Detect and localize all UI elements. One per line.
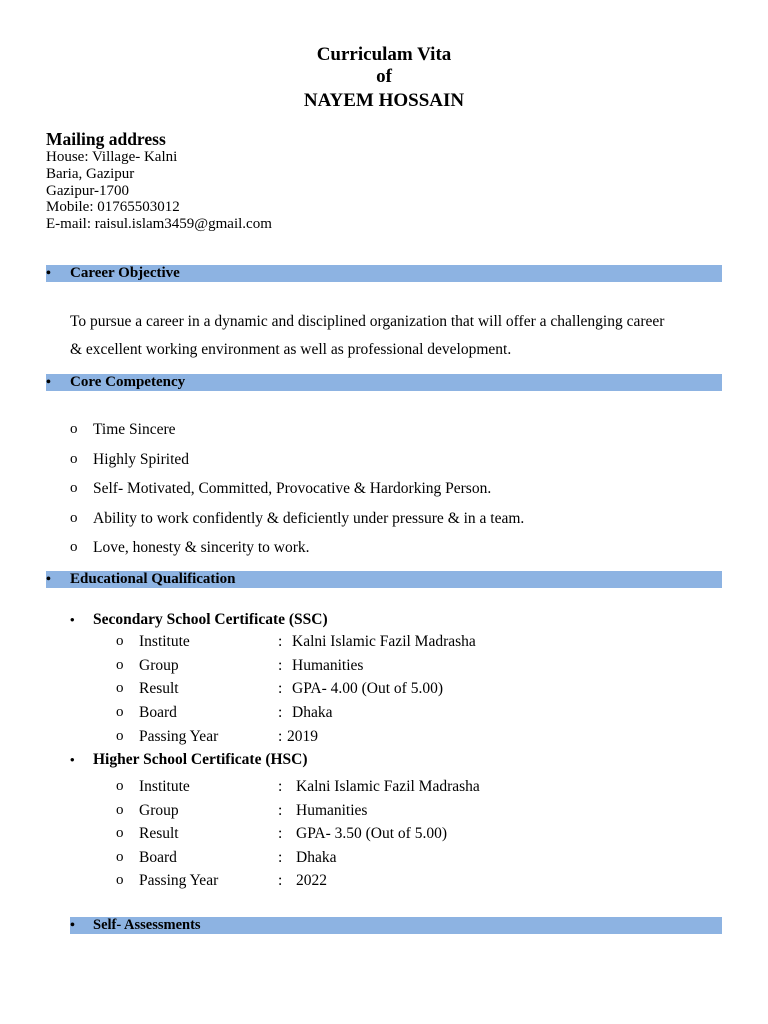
circle-bullet-icon: o <box>116 825 124 841</box>
detail-value: GPA- 3.50 (Out of 5.00) <box>296 825 447 842</box>
detail-value: Humanities <box>296 802 368 819</box>
section-educational-qualification <box>46 571 722 588</box>
ssc-title: Secondary School Certificate (SSC) <box>93 611 328 628</box>
competency-text: Love, honesty & sincerity to work. <box>93 539 310 556</box>
detail-label: Result <box>139 825 179 842</box>
detail-colon: : <box>278 680 283 697</box>
section-title: Self- Assessments <box>93 917 201 933</box>
circle-bullet-icon: o <box>116 633 124 649</box>
circle-bullet-icon: o <box>116 802 124 818</box>
detail-label: Institute <box>139 778 190 795</box>
bullet-icon: • <box>46 572 51 587</box>
circle-bullet-icon: o <box>116 680 124 696</box>
ssc-row-result <box>116 677 676 701</box>
hsc-row-board <box>116 846 676 870</box>
detail-label: Result <box>139 680 179 697</box>
detail-value: Dhaka <box>292 704 333 721</box>
section-career-objective <box>46 265 722 282</box>
circle-bullet-icon: o <box>70 539 78 555</box>
bullet-icon: • <box>46 375 51 390</box>
bullet-icon: • <box>70 918 75 933</box>
hsc-row-result <box>116 822 676 846</box>
competency-text: Ability to work confidently & deficiently under pressure & in a team. <box>93 509 525 527</box>
section-core-competency <box>46 374 722 391</box>
candidate-name: NAYEM HOSSAIN <box>303 90 465 111</box>
detail-label: Group <box>139 802 179 819</box>
section-title: Core Competency <box>70 374 186 390</box>
detail-label: Board <box>139 849 177 866</box>
competency-text: Highly Spirited <box>93 450 190 468</box>
circle-bullet-icon: o <box>70 450 78 467</box>
detail-colon: : <box>278 657 283 674</box>
objective-line: To pursue a career in a dynamic and disciplined organization that will offer a challenging career <box>70 313 665 330</box>
detail-value: Kalni Islamic Fazil Madrasha <box>296 778 480 795</box>
ssc-row-group <box>116 654 676 678</box>
section-title: Educational Qualification <box>70 571 236 587</box>
mailing-address <box>46 129 272 233</box>
detail-colon: : <box>278 633 283 650</box>
mobile-line: Mobile: 01765503012 <box>46 199 180 216</box>
detail-value: Humanities <box>292 657 364 674</box>
detail-colon: : <box>278 704 283 721</box>
detail-value: Dhaka <box>296 849 337 866</box>
circle-bullet-icon: o <box>70 421 78 437</box>
address-line: House: Village- Kalni <box>46 149 178 165</box>
circle-bullet-icon: o <box>116 704 124 720</box>
title-line-2: of <box>376 66 392 87</box>
detail-label: Passing Year <box>139 872 219 889</box>
detail-label: Group <box>139 657 179 674</box>
section-title: Career Objective <box>70 265 180 281</box>
document-title <box>0 44 768 112</box>
title-line-1: Curriculam Vita <box>316 44 452 65</box>
circle-bullet-icon: o <box>116 872 124 888</box>
detail-colon: : <box>278 728 283 745</box>
detail-colon: : <box>278 825 283 842</box>
detail-label: Institute <box>139 633 190 650</box>
detail-value: Kalni Islamic Fazil Madrasha <box>292 633 476 650</box>
hsc-row-group <box>116 799 676 823</box>
detail-value: 2022 <box>296 872 327 889</box>
detail-value: GPA- 4.00 (Out of 5.00) <box>292 680 443 697</box>
detail-colon: : <box>278 872 283 889</box>
detail-colon: : <box>278 849 283 866</box>
hsc-row-institute <box>116 775 676 799</box>
section-self-assessments <box>70 917 722 934</box>
competency-text: Self- Motivated, Committed, Provocative & Hardorking Person. <box>93 480 492 497</box>
bullet-icon: • <box>46 266 51 281</box>
circle-bullet-icon: o <box>116 728 124 744</box>
email-line: E-mail: raisul.islam3459@gmail.com <box>46 216 272 233</box>
ssc-row-institute <box>116 630 676 654</box>
bullet-icon: • <box>70 752 75 767</box>
detail-label: Board <box>139 704 177 721</box>
detail-label: Passing Year <box>139 728 219 745</box>
detail-colon: : <box>278 802 283 819</box>
objective-text <box>70 308 722 364</box>
bullet-icon: • <box>70 612 75 627</box>
circle-bullet-icon: o <box>116 778 124 794</box>
ssc-row-passing-year <box>116 725 676 749</box>
mailing-heading: Mailing address <box>46 129 166 149</box>
address-line: Baria, Gazipur <box>46 165 135 182</box>
circle-bullet-icon: o <box>70 480 78 496</box>
hsc-title: Higher School Certificate (HSC) <box>93 751 308 768</box>
detail-colon: : <box>278 778 283 795</box>
circle-bullet-icon: o <box>70 509 78 526</box>
detail-value: 2019 <box>287 728 318 745</box>
objective-line: & excellent working environment as well as professional development. <box>70 341 512 358</box>
competency-text: Time Sincere <box>93 421 176 438</box>
ssc-row-board <box>116 701 676 725</box>
hsc-row-passing-year <box>116 869 676 893</box>
circle-bullet-icon: o <box>116 657 124 673</box>
circle-bullet-icon: o <box>116 849 124 865</box>
address-line: Gazipur-1700 <box>46 182 130 199</box>
